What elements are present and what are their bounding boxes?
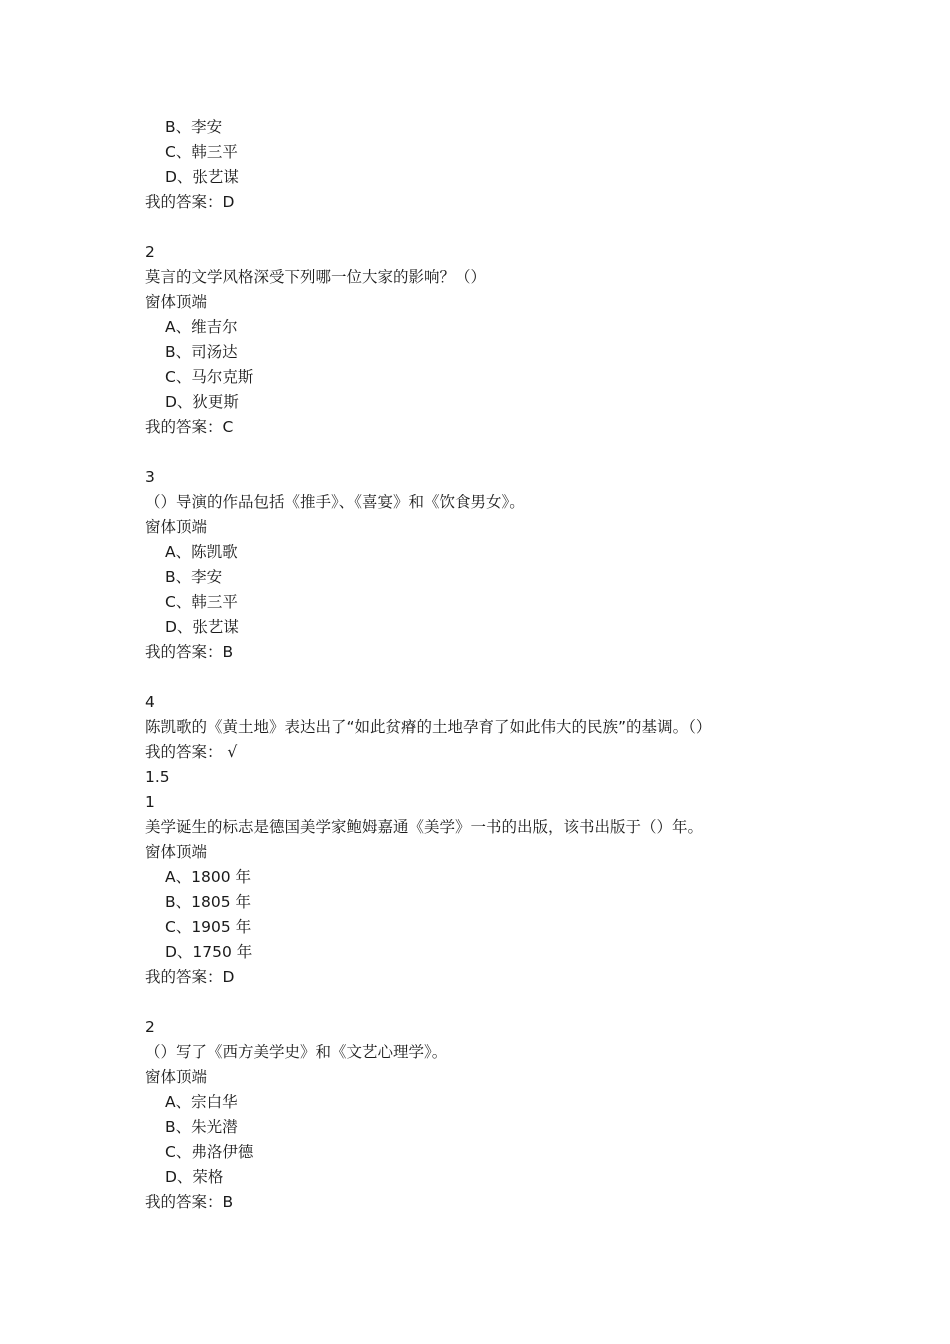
question-text: 美学诞生的标志是德国美学家鲍姆嘉通《美学》一书的出版，该书出版于（）年。 bbox=[145, 818, 704, 836]
spacer bbox=[145, 990, 905, 1015]
form-top-label: 窗体顶端 bbox=[145, 1068, 208, 1086]
option-a: A、陈凯歌 bbox=[165, 543, 238, 561]
my-answer: 我的答案： √ bbox=[145, 743, 238, 761]
option-c: C、弗洛伊德 bbox=[165, 1143, 254, 1161]
option-d: D、张艺谋 bbox=[165, 618, 239, 636]
option-b: B、司汤达 bbox=[165, 343, 238, 361]
spacer bbox=[145, 215, 905, 240]
question-text: （）写了《西方美学史》和《文艺心理学》。 bbox=[145, 1043, 448, 1061]
question-number: 1 bbox=[145, 793, 155, 811]
option-d: D、荣格 bbox=[165, 1168, 224, 1186]
my-answer: 我的答案：B bbox=[145, 643, 234, 661]
question-number: 2 bbox=[145, 1018, 155, 1036]
section-heading: 1.5 bbox=[145, 768, 170, 786]
question-number: 3 bbox=[145, 468, 155, 486]
question-number: 4 bbox=[145, 693, 155, 711]
question-text: 莫言的文学风格深受下列哪一位大家的影响？（） bbox=[145, 268, 487, 286]
my-answer: 我的答案：B bbox=[145, 1193, 234, 1211]
option-a: A、1800 年 bbox=[165, 868, 251, 886]
my-answer: 我的答案：D bbox=[145, 193, 235, 211]
option-c: C、1905 年 bbox=[165, 918, 252, 936]
option-b: B、1805 年 bbox=[165, 893, 252, 911]
form-top-label: 窗体顶端 bbox=[145, 518, 208, 536]
option-b: B、李安 bbox=[165, 568, 223, 586]
option-b: B、李安 bbox=[165, 118, 223, 136]
option-c: C、韩三平 bbox=[165, 593, 238, 611]
spacer bbox=[145, 440, 905, 465]
question-text: （）导演的作品包括《推手》、《喜宴》和《饮食男女》。 bbox=[145, 493, 525, 511]
question-text: 陈凯歌的《黄土地》表达出了“如此贫瘠的土地孕育了如此伟大的民族”的基调。（） bbox=[145, 718, 712, 736]
option-c: C、韩三平 bbox=[165, 143, 238, 161]
option-d: D、1750 年 bbox=[165, 943, 253, 961]
option-d: D、狄更斯 bbox=[165, 393, 239, 411]
form-top-label: 窗体顶端 bbox=[145, 843, 208, 861]
option-a: A、维吉尔 bbox=[165, 318, 238, 336]
document-content bbox=[145, 115, 905, 1215]
my-answer: 我的答案：D bbox=[145, 968, 235, 986]
option-d: D、张艺谋 bbox=[165, 168, 239, 186]
question-number: 2 bbox=[145, 243, 155, 261]
option-a: A、宗白华 bbox=[165, 1093, 238, 1111]
form-top-label: 窗体顶端 bbox=[145, 293, 208, 311]
option-c: C、马尔克斯 bbox=[165, 368, 254, 386]
option-b: B、朱光潜 bbox=[165, 1118, 238, 1136]
my-answer: 我的答案：C bbox=[145, 418, 234, 436]
spacer bbox=[145, 665, 905, 690]
